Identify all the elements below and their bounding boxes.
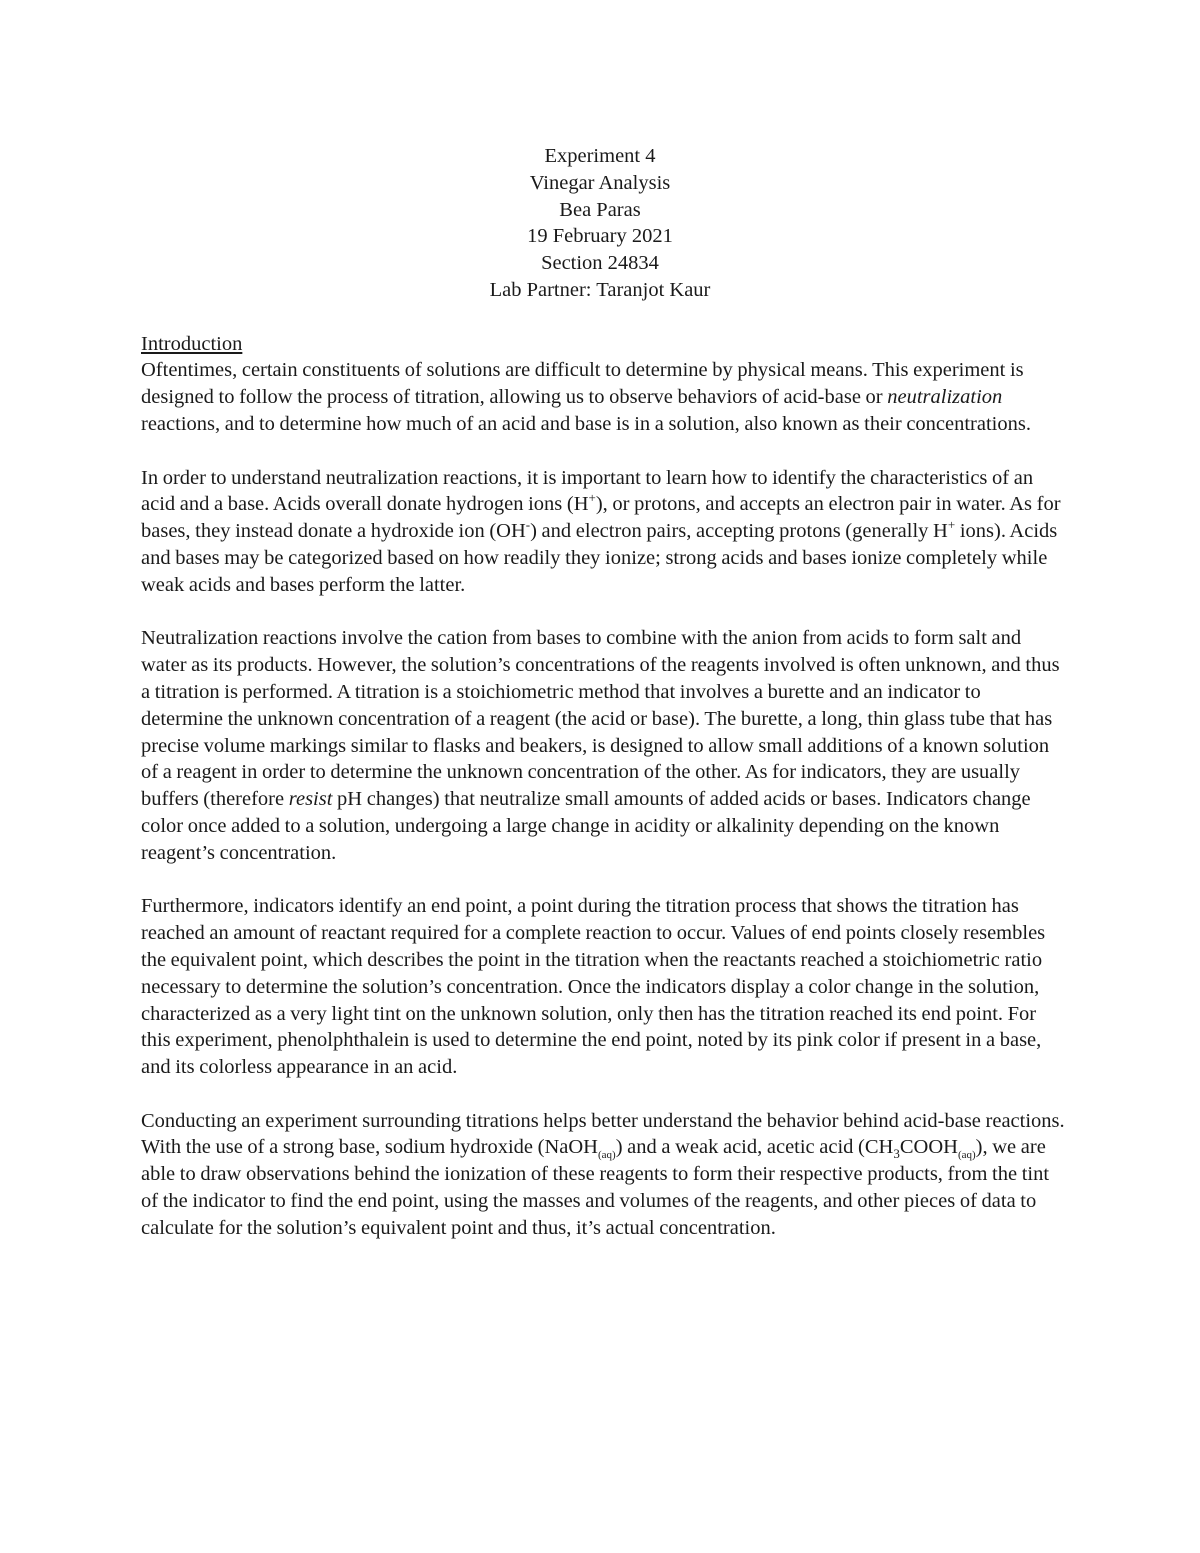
introduction-heading: Introduction xyxy=(141,332,243,355)
report-date: 19 February 2021 xyxy=(527,225,673,248)
paragraph-1: Oftentimes, certain constituents of solutions are difficult to determine by physical means. This experiment is designed to follow the process of titration, allowing us to observe behaviors of acid-base or neutralization reactions, and to determine how much of an acid and base is in a solution, also known as their concentrations. xyxy=(141,359,1031,435)
paragraph-3: Neutralization reactions involve the cation from bases to combine with the anion from acids to form salt and water as its products. However, the solution’s concentrations of the reagents involved is often unknown, and thus a titration is performed. A titration is a stoichiometric method that involves a burette and an indicator to determine the unknown concentration of a reagent (the acid or base). The burette, a long, thin glass tube that has precise volume markings similar to flasks and beakers, is designed to allow small additions of a known solution of a reagent in order to determine the unknown concentration of the other. As for indicators, they are usually buffers (therefore resist pH changes) that neutralize small amounts of added acids or bases. Indicators change color once added to a solution, undergoing a large change in acidity or alkalinity depending on the known reagent’s concentration. xyxy=(141,627,1060,864)
author-name: Bea Paras xyxy=(559,198,641,221)
title-block xyxy=(0,143,1200,304)
lab-partner: Lab Partner: Taranjot Kaur xyxy=(489,278,711,301)
section-number: Section 24834 xyxy=(541,252,659,275)
experiment-title: Vinegar Analysis xyxy=(529,171,671,194)
paragraph-5: Conducting an experiment surrounding titrations helps better understand the behavior behind acid-base reactions. With the use of a strong base, sodium hydroxide (NaOH$_{(aq)}$) and a weak acid, acetic acid $(CH_3COOH_{(aq)})$, we are able to draw observations behind the ionization of these reagents to form their respective products, from the tint of the indicator to find the end point, using the masses and volumes of the reagents, and other pieces of data to calculate for the solution’s equivalent point and thus, it’s actual concentration. xyxy=(141,1109,1065,1239)
paragraph-4: Furthermore, indicators identify an end point, a point during the titration process that shows the titration has reached an amount of reactant required for a complete reaction to occur. Values of end points closely resembles the equivalent point, which describes the point in the titration when the reactants reached a stoichiometric ratio necessary to determine the solution’s concentration. Once the indicators display a color change in the solution, characterized as a very light tint on the unknown solution, only then has the titration reached its end point. For this experiment, phenolphthalein is used to determine the end point, noted by its pink color if present in a base, and its colorless appearance in an acid. xyxy=(141,895,1046,1079)
experiment-number: Experiment 4 xyxy=(544,145,656,167)
paragraph-2: In order to understand neutralization reactions, it is important to learn how to identify the characteristics of an acid and a base. Acids overall donate hydrogen ions (H+), or protons, and accepts an electron pair in water. As for bases, they instead donate a hydroxide ion (OH-) and electron pairs, accepting protons (generally H+ ions). Acids and bases may be categorized based on how readily they ionize; strong acids and bases ionize completely while weak acids and bases perform the latter. xyxy=(141,466,1061,596)
document-page xyxy=(141,143,1066,1242)
